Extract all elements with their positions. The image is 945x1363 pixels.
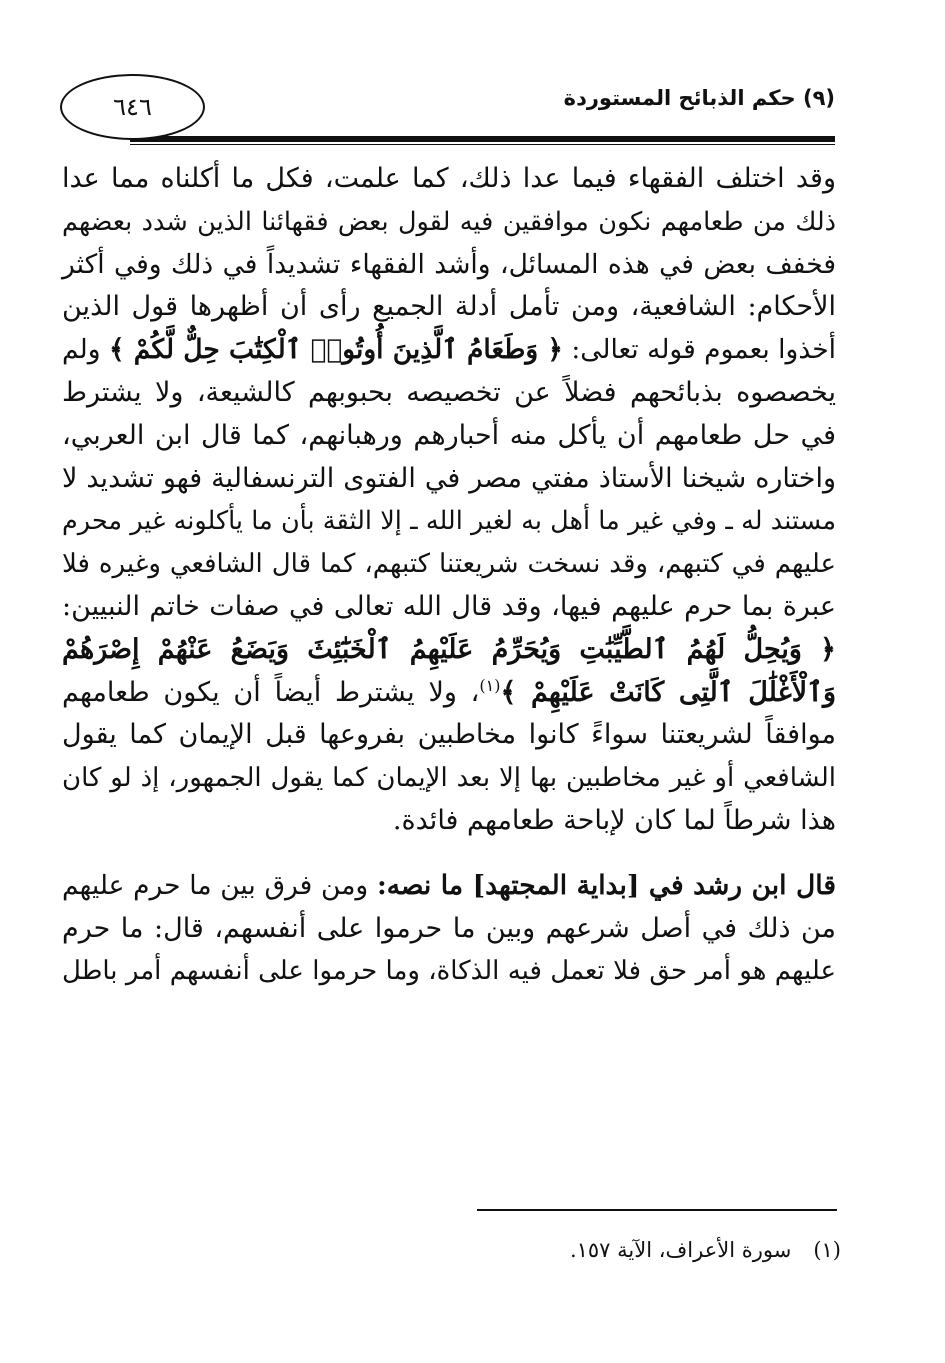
text-fragment: ومن فرق بين ما حرم عليهم <box>62 869 369 901</box>
text-line: عبرة بما حرم عليهم فيها، وقد قال الله تعالى في صفات خاتم النبيين: <box>62 590 836 622</box>
text-fragment: ، ولا يشترط أيضاً أن يكون طعامهم <box>62 676 480 708</box>
text-fragment: أخذوا بعموم قوله تعالى: <box>571 334 836 366</box>
text-line: واختاره شيخنا الأستاذ مفتي مصر في الفتوى الترنسفالية فهو تشديد لا <box>62 462 836 494</box>
text-line: هذا شرطاً لما كان لإباحة طعامهم فائدة. <box>392 804 836 836</box>
footnote-reference: (١) <box>479 675 501 695</box>
bold-citation: قال ابن رشد في [بداية المجتهد] ما نصه: <box>376 869 836 901</box>
text-line: يخصصوه بذبائحهم فضلاً عن تخصيصه بحبوبهم كالشيعة، ولا يشترط <box>62 376 836 408</box>
header-rule-thick <box>130 136 835 142</box>
footnote <box>570 1238 841 1262</box>
footnote-separator <box>477 1209 837 1211</box>
quran-verse: ﴿ وَطَعَامُ ٱلَّذِينَ أُوتُوا۟ ٱلْكِتَٰبَ حِلٌّ لَّكُمْ ﴾ <box>108 334 563 366</box>
footnote-text: سورة الأعراف، الآية ١٥٧. <box>569 1238 792 1262</box>
text-line: في حل طعامهم أن يأكل منه أحبارهم ورهبانهم، كما قال ابن العربي، <box>62 419 836 451</box>
text-fragment: ولم <box>62 334 101 366</box>
main-text <box>62 158 836 993</box>
text-line: فخفف بعض في هذه المسائل، وأشد الفقهاء تشديداً في ذلك وفي أكثر <box>62 248 836 280</box>
paragraph-2 <box>62 865 836 993</box>
page-header <box>60 62 835 146</box>
footnote-number: (١) <box>813 1238 841 1262</box>
header-rule-thin <box>130 144 835 145</box>
text-line: مستند له ـ وفي غير ما أهل به لغير الله ـ إلا الثقة بأن ما يأكلونه غير محرم <box>62 506 836 537</box>
text-line: موافقاً لشريعتنا سواءً كانوا مخاطبين بفروعها قبل الإيمان كما يقول <box>62 719 836 751</box>
text-line <box>62 865 836 908</box>
text-line: الشافعي أو غير مخاطبين بها إلا بعد الإيمان كما يقول الجمهور، إذ لو كان <box>62 763 836 794</box>
text-line: الأحكام: الشافعية، ومن تأمل أدلة الجميع رأى أن أظهرها قول الذين <box>62 291 836 323</box>
text-line: عليهم في كتبهم، وقد نسخت شريعتنا كتبهم، كما قال الشافعي وغيره فلا <box>62 549 836 580</box>
quran-verse: ﴿ وَيُحِلُّ لَهُمُ ٱلطَّيِّبَٰتِ وَيُحَرِّمُ عَلَيْهِمُ ٱلْخَبَٰٓئِثَ وَيَضَعُ عَنْهُمْ إِصْرَهُمْ <box>62 633 836 665</box>
text-line <box>62 672 836 715</box>
page-number: ٦٤٦ <box>60 74 205 140</box>
quran-verse: وَٱلْأَغْلَٰلَ ٱلَّتِى كَانَتْ عَلَيْهِمْ ﴾ <box>500 676 836 708</box>
text-line: عليهم هو أمر حق فلا تعمل فيه الذكاة، وما حرموا على أنفسهم أمر باطل <box>62 956 836 987</box>
paragraph-1 <box>62 158 836 843</box>
running-title: (٩) حكم الذبائح المستوردة <box>563 86 835 110</box>
text-line: من ذلك في أصل شرعهم وبين ما حرموا على أنفسهم، قال: ما حرم <box>62 912 836 944</box>
text-line: وقد اختلف الفقهاء فيما عدا ذلك، كما علمت، فكل ما أكلناه مما عدا <box>62 163 836 194</box>
text-line <box>62 329 836 372</box>
text-line: ذلك من طعامهم نكون موافقين فيه لقول بعض فقهائنا الذين شدد بعضهم <box>62 206 836 237</box>
